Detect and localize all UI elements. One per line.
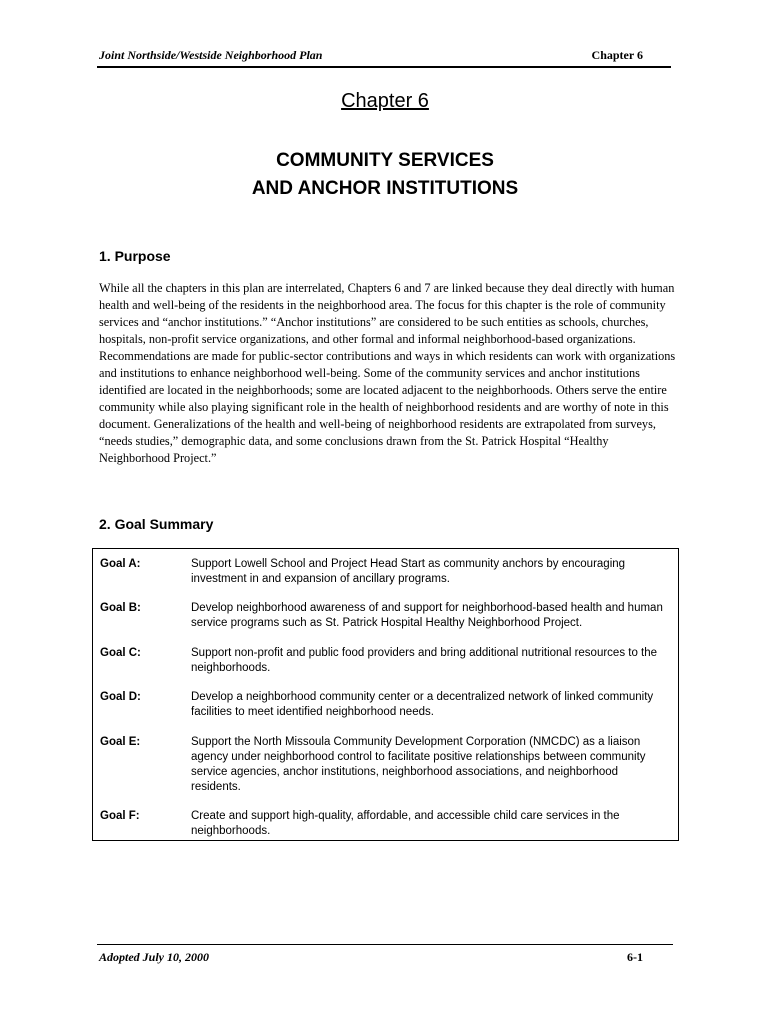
goal-summary-table (92, 548, 679, 841)
main-title (0, 147, 770, 203)
goal-label: Goal C: (100, 647, 141, 659)
goal-description: Support Lowell School and Project Head Start as community anchors by encouraging investment in and expansion of ancillary programs. (191, 558, 626, 585)
goal-description: Support the North Missoula Community Development Corporation (NMCDC) as a liaison agency under neighborhood control to facilitate positive relationships between community service agencies, anchor institutions, neighborhood associations, and neighborhood residents. (191, 736, 646, 793)
goal-label: Goal E: (100, 736, 141, 748)
goal-label: Goal F: (100, 810, 140, 822)
goal-label: Goal A: (100, 558, 141, 570)
goal-label: Goal D: (100, 691, 141, 703)
purpose-paragraph: While all the chapters in this plan are interrelated, Chapters 6 and 7 are linked because they deal directly with human health and well-being of the residents in the neighborhood area. The focus for this chapter is the role of community services and “anchor institutions.” “Anchor institutions” are considered to be such entities as schools, churches, hospitals, non-profit service organizations, and other formal and informal neighborhood-based organizations. Recommendations are made for public-sector contributions and ways in which residents can work with organizations and institutions to enhance neighborhood well-being. Some of the community services and anchor institutions identified are located in the neighborhoods; some are located adjacent to the neighborhoods. Others serve the entire community while also playing significant role in the health of neighborhood residents and are worthy of note in this document. Generalizations of the health and well-being of neighborhood residents are extrapolated from surveys, “needs studies,” demographic data, and some conclusions drawn from the St. Patrick Hospital “Healthy Neighborhood Project.” (99, 281, 676, 465)
goal-description: Create and support high-quality, affordable, and accessible child care services in the neighborhoods. (191, 810, 620, 837)
header-plan-title: Joint Northside/Westside Neighborhood Plan (99, 48, 323, 62)
main-title-line-2: AND ANCHOR INSTITUTIONS (251, 178, 519, 199)
goal-label: Goal B: (100, 602, 141, 614)
running-header (97, 46, 671, 68)
page-footer (97, 944, 673, 967)
chapter-title: Chapter 6 (341, 90, 429, 112)
goal-summary-heading: 2. Goal Summary (99, 516, 214, 532)
purpose-heading: 1. Purpose (99, 248, 171, 264)
footer-adopted-date: Adopted July 10, 2000 (99, 950, 209, 964)
goal-description: Develop neighborhood awareness of and support for neighborhood-based health and human service programs such as St. Patrick Hospital Healthy Neighborhood Project. (191, 602, 663, 629)
main-title-line-1: COMMUNITY SERVICES (276, 150, 494, 171)
header-chapter-label: Chapter 6 (591, 48, 643, 62)
page-number: 6-1 (627, 950, 643, 964)
goal-description: Develop a neighborhood community center or a decentralized network of linked community facilities to meet identified neighborhood needs. (191, 691, 654, 718)
goal-description: Support non-profit and public food providers and bring additional nutritional resources to the neighborhoods. (191, 647, 658, 674)
